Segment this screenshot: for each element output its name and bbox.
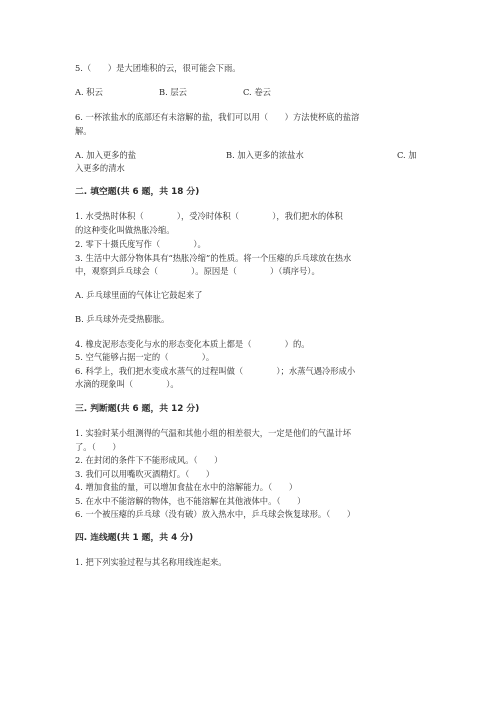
fill-line: 1. 水受热时体积（ ），受冷时体积（ ），我们把水的体积 — [75, 211, 343, 221]
judge-line: 3. 我们可以用嘴吹灭酒精灯。（ ） — [75, 469, 215, 479]
judge-line: 4. 增加食盐的量，可以增加食盐在水中的溶解能力。（ ） — [75, 482, 298, 492]
fill-q3-option-b: B. 乒乓球外壳受热膨胀。 — [75, 314, 170, 324]
section-3-title: 三. 判断题(共 6 题，共 12 分) — [75, 404, 200, 414]
judge-line: 5. 在水中不能溶解的物体，也不能溶解在其他液体中。（ ） — [75, 496, 306, 506]
fill-line: 5. 空气能够占据一定的（ ）。 — [75, 352, 215, 362]
section-4-title: 四. 连线题(共 1 题，共 4 分) — [75, 533, 194, 543]
q5-option-c: C. 卷云 — [243, 87, 271, 97]
fill-line: 4. 橡皮泥形态变化与水的形态变化本质上都是（ ）的。 — [75, 339, 310, 349]
matching-line: 1. 把下列实验过程与其名称用线连起来。 — [75, 557, 227, 567]
q5-option-a: A. 积云 — [75, 87, 103, 97]
fill-line: 2. 零下十摄氏度写作（ ）。 — [75, 239, 206, 249]
fill-line: 水滴的现象叫（ ）。 — [75, 379, 179, 389]
fill-line: 的这种变化叫做热胀冷缩。 — [75, 225, 175, 235]
fill-line: 6. 科学上，我们把水变成水蒸气的过程叫做（ ）；水蒸气遇冷形成小 — [75, 366, 356, 376]
q6-option-b: B. 加入更多的浓盐水 — [226, 150, 304, 160]
question-5: 5.（ ）是大团堆积的云，很可能会下雨。 — [75, 63, 241, 73]
judge-line: 了。（ ） — [75, 442, 121, 452]
fill-line: 3. 生活中大部分物体具有“热胀冷缩”的性质。将一个压瘪的乒乓球放在热水 — [75, 253, 352, 263]
judge-line: 2. 在封闭的条件下不能形成风。（ ） — [75, 455, 223, 465]
judge-line: 1. 实验时某小组测得的气温和其他小组的相差很大，一定是他们的气温计坏 — [75, 428, 352, 438]
fill-q3-option-a: A. 乒乓球里面的气体让它鼓起来了 — [75, 290, 203, 300]
q6-option-a: A. 加入更多的盐 — [75, 150, 137, 160]
q6-option-c-continued: 入更多的清水 — [75, 163, 125, 173]
question-6-line-1: 6. 一杯浓盐水的底部还有未溶解的盐，我们可以用（ ）方法使杯底的盐溶 — [75, 112, 360, 122]
q6-option-c: C. 加 — [397, 150, 417, 160]
section-2-title: 二. 填空题(共 6 题，共 18 分) — [75, 187, 200, 197]
question-6-line-2: 解。 — [75, 126, 92, 136]
fill-line: 中，观察到乒乓球会（ ）。原因是（ ）（填序号）。 — [75, 266, 320, 276]
q5-option-b: B. 层云 — [159, 87, 187, 97]
judge-line: 6. 一个被压瘪的乒乓球（没有破）放入热水中，乒乓球会恢复球形。（ ） — [75, 509, 356, 519]
